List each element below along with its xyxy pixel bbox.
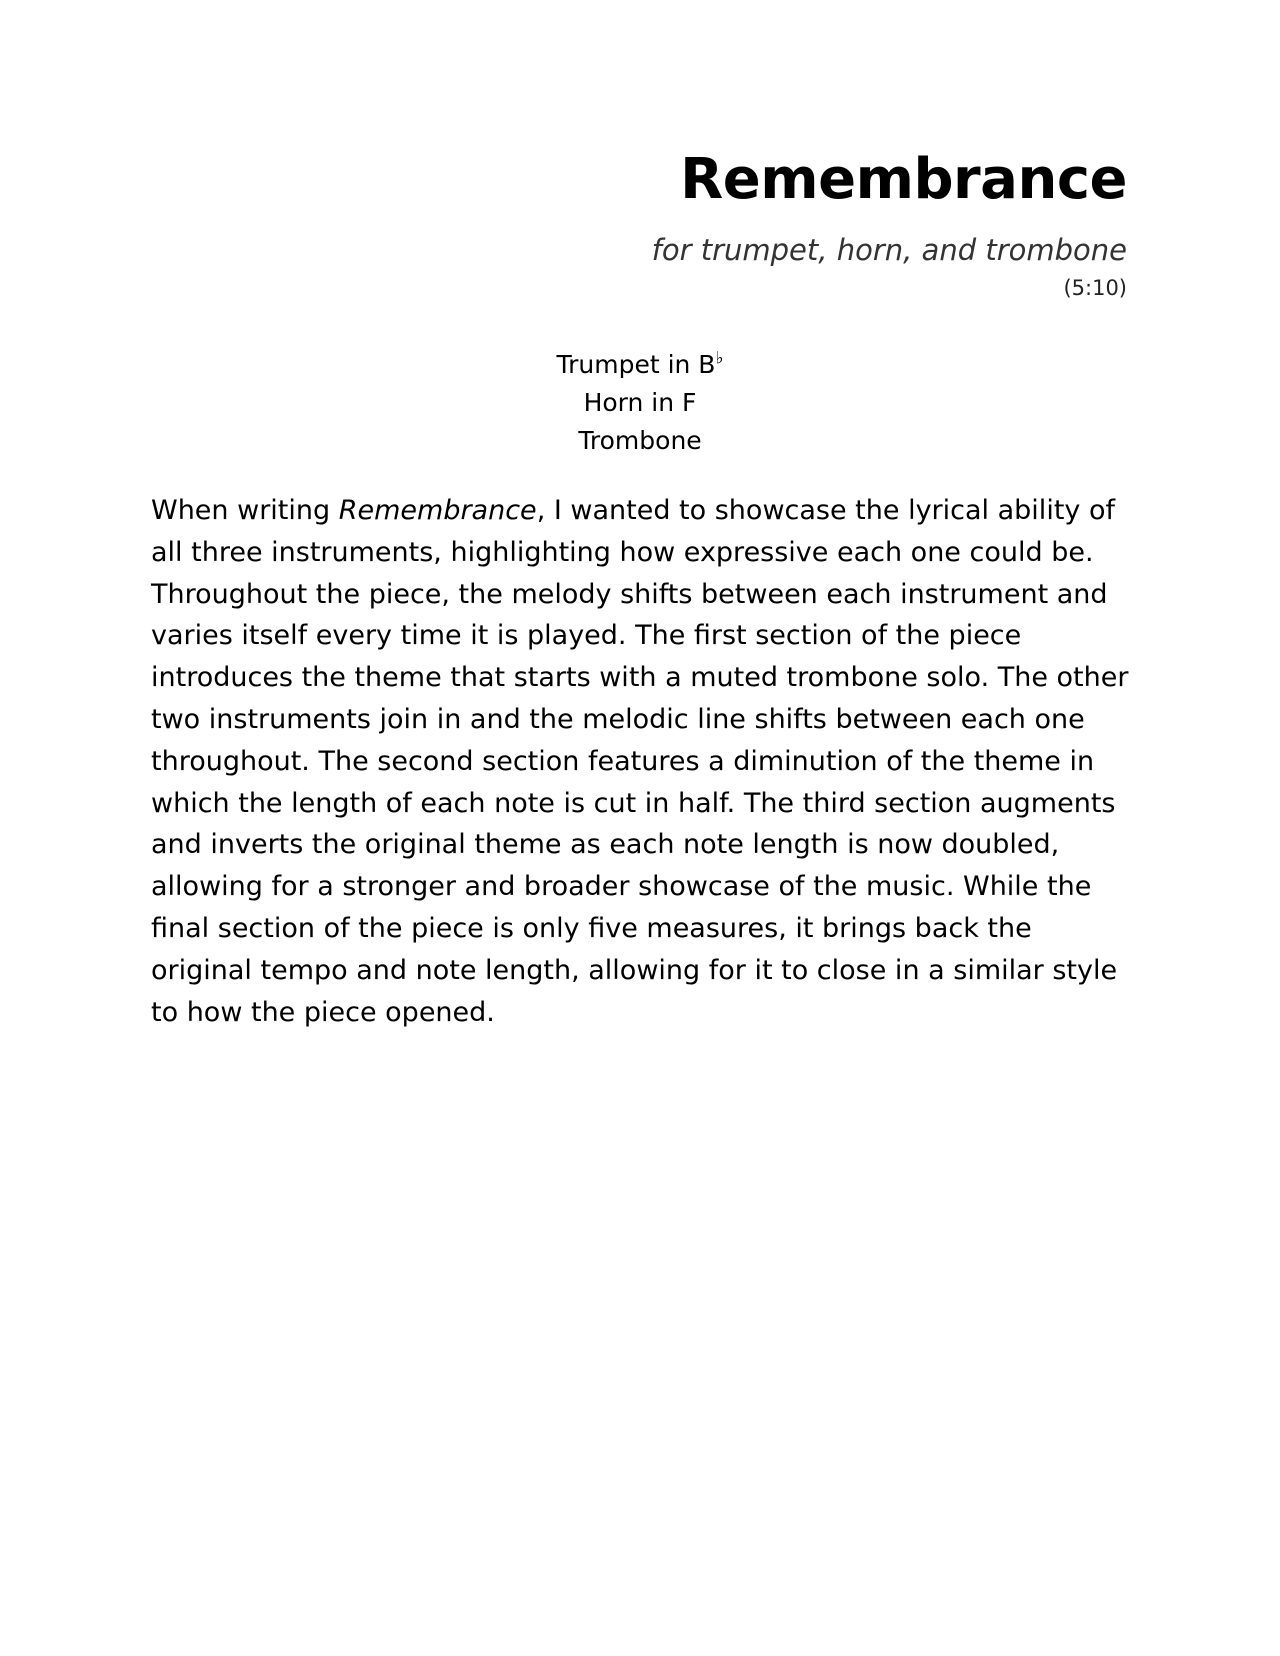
program-note-line: introduces the theme that starts with a muted trombone solo. The other <box>151 662 1129 694</box>
instrument-trumpet-label: Trumpet in B <box>556 350 716 379</box>
program-note-line: allowing for a stronger and broader showcase of the music. While the <box>151 871 1092 903</box>
program-note-line: varies itself every time it is played. The first section of the piece <box>151 620 1022 652</box>
program-note-text: When writing <box>151 495 339 526</box>
instrumentation-list <box>0 346 1280 460</box>
program-note-line: throughout. The second section features a diminution of the theme in <box>151 745 1095 777</box>
program-note-line: which the length of each note is cut in half. The third section augments <box>151 787 1116 819</box>
program-note-line: final section of the piece is only five measures, it brings back the <box>151 912 1032 944</box>
instrument-trombone: Trombone <box>578 426 702 455</box>
instrument-trumpet <box>0 346 1280 384</box>
program-note-line: original tempo and note length, allowing for it to close in a similar style <box>151 954 1118 986</box>
program-note-work-title: Remembrance <box>338 495 537 526</box>
piece-subtitle: for trumpet, horn, and trombone <box>651 233 1127 267</box>
program-note-line: and inverts the original theme as each note length is now doubled, <box>151 829 1060 861</box>
program-note-line: to how the piece opened. <box>151 996 495 1028</box>
program-note-line: all three instruments, highlighting how expressive each one could be. <box>151 536 1094 568</box>
piece-duration: (5:10) <box>1063 276 1127 300</box>
instrument-horn: Horn in F <box>583 388 697 417</box>
flat-sign: ♭ <box>715 348 724 369</box>
piece-title: Remembrance <box>680 147 1127 212</box>
program-note-line: two instruments join in and the melodic line shifts between each one <box>151 703 1085 735</box>
program-note-text: , I wanted to showcase the lyrical ability of <box>536 495 1115 526</box>
program-note-line: Throughout the piece, the melody shifts between each instrument and <box>151 578 1108 610</box>
program-note-line <box>151 490 1141 532</box>
program-note <box>151 490 1141 1033</box>
